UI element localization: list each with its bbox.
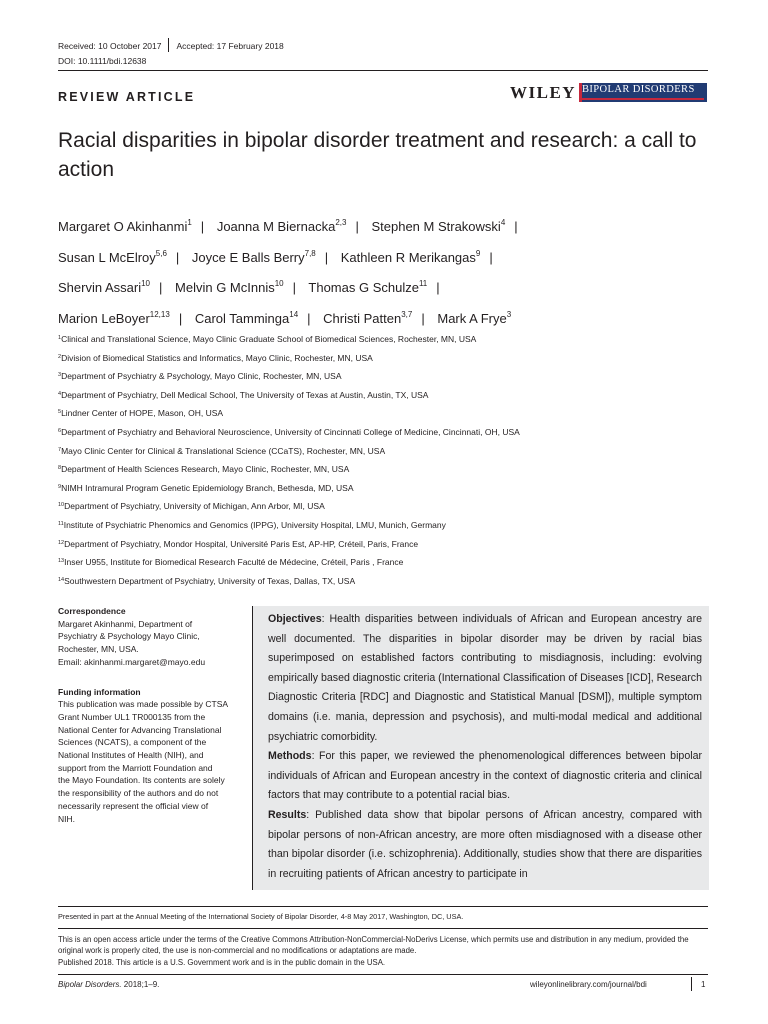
author[interactable]: Joanna M Biernacka$^{2,3}$ (216, 218, 347, 234)
divider (58, 928, 708, 929)
author[interactable]: Joyce E Balls Berry$^{7,8}$ (191, 248, 316, 265)
funding-line: NIH. (58, 813, 75, 824)
abstract-label: Methods (268, 750, 312, 763)
article-type: REVIEW ARTICLE (58, 90, 196, 104)
funding-line: This publication was made possible by CTSA (58, 699, 229, 710)
received-date: Received: 10 October 2017 (58, 41, 162, 51)
published-note: Published 2018. This article is a U.S. Government work and is in the public domain in the USA. (58, 957, 386, 967)
correspondence-line: Psychiatry & Psychology Mayo Clinic, (58, 631, 200, 642)
sidebar-info (58, 605, 246, 825)
author[interactable]: Susan L McElroy$^{5,6}$ (58, 248, 167, 265)
divider (691, 977, 692, 991)
affiliation: $^5$Lindner Center of HOPE, Mason, OH, USA (58, 408, 224, 419)
divider (58, 70, 708, 71)
affiliation: $^6$Department of Psychiatry and Behavioral Neuroscience, University of Cincinnati College of Medicine, Cincinnati, OH, USA (58, 426, 520, 437)
affiliation: $^2$Division of Biomedical Statistics and Informatics, Mayo Clinic, Rochester, MN, USA (58, 352, 373, 363)
author[interactable]: Christi Patten$^{3,7}$ (323, 309, 413, 326)
logo-bar (582, 98, 704, 100)
affiliation: $^{10}$Department of Psychiatry, University of Michigan, Ann Arbor, MI, USA (58, 501, 325, 512)
correspondence (58, 605, 246, 669)
correspondence-line: Margaret Akinhanmi, Department of (58, 618, 193, 629)
affiliation: $^{14}$Southwestern Department of Psychiatry, University of Texas, Dallas, TX, USA (58, 575, 356, 586)
affiliation: $^8$Department of Health Sciences Research, Mayo Clinic, Rochester, MN, USA (58, 464, 350, 475)
affiliation: $^3$Department of Psychiatry & Psychology, Mayo Clinic, Rochester, MN, USA (58, 371, 342, 382)
journal-logo (579, 83, 707, 102)
license-text: This is an open access article under the terms of the Creative Commons Attribution-NonCommercial-NoDerivs License, which permits use and distribution in any medium, provided the original work is properly cited, the use is non-commercial and no modifications or adaptations are made. (58, 935, 689, 956)
funding-heading: Funding information (58, 686, 141, 697)
author[interactable]: Mark A Frye$^3$ (437, 309, 512, 326)
funding-line: support from the Marriott Foundation and (58, 762, 213, 773)
author[interactable]: Margaret O Akinhanmi$^1$ (58, 218, 192, 234)
abstract-box (252, 606, 709, 890)
article-title: Racial disparities in bipolar disorder treatment and research: a call to action (58, 129, 697, 181)
divider (58, 906, 708, 907)
affiliation: $^7$Mayo Clinic Center for Clinical & Translational Science (CCaTS), Rochester, MN, USA (58, 445, 386, 456)
correspondence-heading: Correspondence (58, 606, 126, 616)
funding-line: National Center for Advancing Translational (58, 724, 222, 735)
divider (168, 38, 169, 52)
presentation-note: Presented in part at the Annual Meeting of the International Society of Bipolar Disorder, 4-8 May 2017, Washington, DC, USA. (58, 912, 464, 921)
funding-line: Sciences (NCATS), a component of the (58, 737, 207, 748)
affiliation: $^{12}$Department of Psychiatry, Mondor Hospital, Université Paris Est, AP-HP, Créteil, Paris, France (58, 538, 419, 549)
affiliation-list (58, 330, 738, 590)
abstract-text (268, 610, 702, 884)
funding-line: Grant Number UL1 TR000135 from the (58, 711, 206, 722)
author[interactable]: Shervin Assari$^{10}$ (58, 279, 150, 295)
journal-citation: Bipolar Disorders. 2018;1–9. (58, 980, 160, 989)
funding-line: National Institutes of Health (NIH), and (58, 750, 204, 761)
funding-line: the responsibility of the authors and do not (58, 788, 219, 799)
license-note (58, 934, 713, 968)
author[interactable]: Thomas G Schulze$^{11}$ (308, 279, 428, 295)
author[interactable]: Kathleen R Merikangas$^9$ (340, 248, 481, 265)
author[interactable]: Marion LeBoyer$^{12,13}$ (58, 309, 170, 326)
funding-line: the Mayo Foundation. Its contents are solely (58, 775, 225, 786)
abstract-label: Results (268, 808, 307, 821)
funding (58, 686, 246, 826)
article-dates (58, 38, 284, 52)
funding-line: necessarily represent the official view of (58, 800, 209, 811)
journal-url[interactable]: wileyonlinelibrary.com/journal/bdi (530, 980, 647, 989)
affiliation: $^9$NIMH Intramural Program Genetic Epidemiology Branch, Bethesda, MD, USA (58, 482, 354, 493)
journal-logo-text: BIPOLAR DISORDERS (582, 84, 695, 95)
doi[interactable]: DOI: 10.1111/bdi.12638 (58, 56, 147, 66)
affiliation: $^{11}$Institute of Psychiatric Phenomics and Genomics (IPPG), University Hospital, LMU, Munich, Germany (58, 519, 446, 530)
author[interactable]: Stephen M Strakowski$^4$ (371, 218, 506, 234)
author[interactable]: Carol Tamminga$^{14}$ (194, 309, 299, 326)
affiliation: $^4$Department of Psychiatry, Dell Medical School, The University of Texas at Austin, Austin, TX, USA (58, 389, 429, 400)
divider (58, 974, 708, 975)
correspondence-email[interactable]: Email: akinhanmi.margaret@mayo.edu (58, 656, 206, 667)
page-number: 1 (701, 980, 706, 989)
author[interactable]: Melvin G McInnis$^{10}$ (175, 279, 284, 295)
abstract-label: Objectives (268, 613, 322, 625)
abstract-methods: Methods: For this paper, we reviewed the phenomenological differences between bipolar individuals of African and European ancestry in the context of diagnostic criteria and clinical factors that may contribute to a potential racial bias. (268, 750, 702, 802)
affiliation: $^1$Clinical and Translational Science, Mayo Clinic Graduate School of Biomedical Sciences, Rochester, MN, USA (58, 334, 477, 344)
affiliation: $^{13}$Inser U955, Institute for Biomedical Research Faculté de Médecine, Créteil, Paris , France (58, 557, 404, 568)
correspondence-line: Rochester, MN, USA. (58, 644, 139, 655)
abstract-results: Results: Published data show that bipolar persons of African ancestry, compared with bipolar persons of non-African ancestry, are more often misdiagnosed with a disease other than bipolar disorder (i.e. schizophrenia). Additionally, studies show that there are disparities in recruiting patients of African ancestry to participate in (268, 808, 702, 880)
abstract-objectives: Objectives: Health disparities between individuals of African and European ancestry are well documented. The disparities in bipolar disorder may be driven by racial bias superimposed on established factors contributing to misdiagnosis, including: evolving empirically based diagnostic criteria (International Classification of Diseases [ICD], Research Diagnostic Criteria [RDC] and Diagnostic and Statistical Manual [DSM]), multiple symptom domains (i.e. mania, depression and psychosis), and multi-modal medical and additional psychiatric comorbidity. (268, 613, 702, 743)
publisher-logo: WILEY (510, 83, 577, 102)
accepted-date: Accepted: 17 February 2018 (176, 41, 284, 51)
author-list: Margaret O Akinhanmi$^1$ | Joanna M Biernacka$^{2,3}$ | Stephen M Strakowski$^4$ | Susan L McElroy$^{5,6}$ | Joyce E Balls Berry$^{7,8}$ | Kathleen R Merikangas$^9$ | Shervin Assari$^{10}$ | Melvin G McInnis$^{10}$ | Thomas G Schulze$^{11}$ | Marion LeBoyer$^{12,13}$ | Carol Tamminga$^{14}$ | Christi Patten$^{3,7}$ | Mark A Frye$^3$ (58, 218, 518, 326)
